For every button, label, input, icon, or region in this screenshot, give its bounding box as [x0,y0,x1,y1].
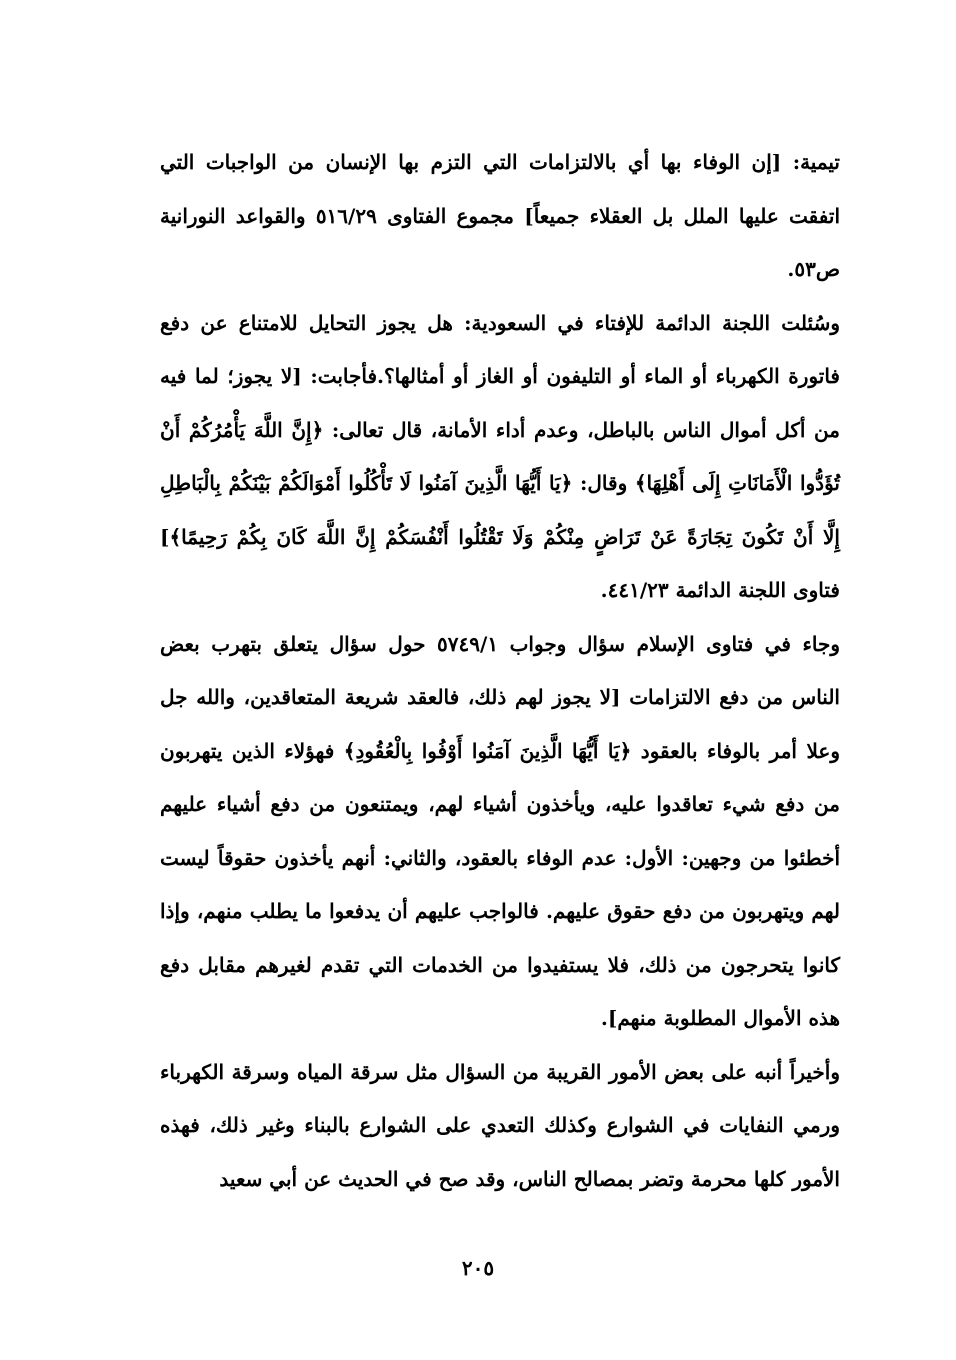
paragraph-permanent-committee-fatwa: وسُئلت اللجنة الدائمة للإفتاء في السعودية: هل يجوز التحايل للامتناع عن دفع فاتورة الكهرباء أو الماء أو التليفون أو الغاز أو أمثالها؟.فأجابت: [لا يجوز؛ لما فيه من أكل أموال الناس بالباطل، وعدم أداء الأمانة، قال تعالى: ﴿إِنَّ اللَّهَ يَأْمُرُكُمْ أَنْ تُؤَدُّوا الْأَمَانَاتِ إِلَى أَهْلِهَا﴾ وقال: ﴿يَا أَيُّهَا الَّذِينَ آمَنُوا لَا تَأْكُلُوا أَمْوَالَكُمْ بَيْنَكُمْ بِالْبَاطِلِ إِلَّا أَنْ تَكُونَ تِجَارَةً عَنْ تَرَاضٍ مِنْكُمْ وَلَا تَقْتُلُوا أَنْفُسَكُمْ إِنَّ اللَّهَ كَانَ بِكُمْ رَحِيمًا﴾] فتاوى اللجنة الدائمة ٤٤١/٢٣. [160,310,840,602]
page-number: ٢٠٥ [461,1256,495,1280]
paragraph-closing-note: وأخيراً أنبه على بعض الأمور القريبة من السؤال مثل سرقة المياه وسرقة الكهرباء ورمي النفايات في الشوارع وكذلك التعدي على الشوارع بالبناء وغير ذلك، فهذه الأمور كلها محرمة وتضر بمصالح الناس، وقد صح في الحديث عن أبي سعيد [160,1059,840,1191]
paragraph-islam-qa-fatwa: وجاء في فتاوى الإسلام سؤال وجواب ٥٧٤٩/١ حول سؤال يتعلق بتهرب بعض الناس من دفع الالتزامات [لا يجوز لهم ذلك، فالعقد شريعة المتعاقدين، والله جل وعلا أمر بالوفاء بالعقود ﴿يَا أَيُّهَا الَّذِينَ آمَنُوا أَوْفُوا بِالْعُقُودِ﴾ فهؤلاء الذين يتهربون من دفع شيء تعاقدوا عليه، ويأخذون أشياء لهم، ويمتنعون من دفع أشياء عليهم أخطئوا من وجهين: الأول: عدم الوفاء بالعقود، والثاني: أنهم يأخذون حقوقاً ليست لهم ويتهربون من دفع حقوق عليهم. فالواجب عليهم أن يدفعوا ما يطلب منهم، وإذا كانوا يتحرجون من ذلك، فلا يستفيدوا من الخدمات التي تقدم لغيرهم مقابل دفع هذه الأموال المطلوبة منهم]. [160,631,840,1030]
paragraph-ibn-taymiyyah-quote: تيمية: [إن الوفاء بها أي بالالتزامات التي التزم بها الإنسان من الواجبات التي اتفقت عليها الملل بل العقلاء جميعاً] مجموع الفتاوى ٥١٦/٢٩ والقواعد النورانية ص٥٣. [160,150,841,281]
body-text [160,136,840,1206]
